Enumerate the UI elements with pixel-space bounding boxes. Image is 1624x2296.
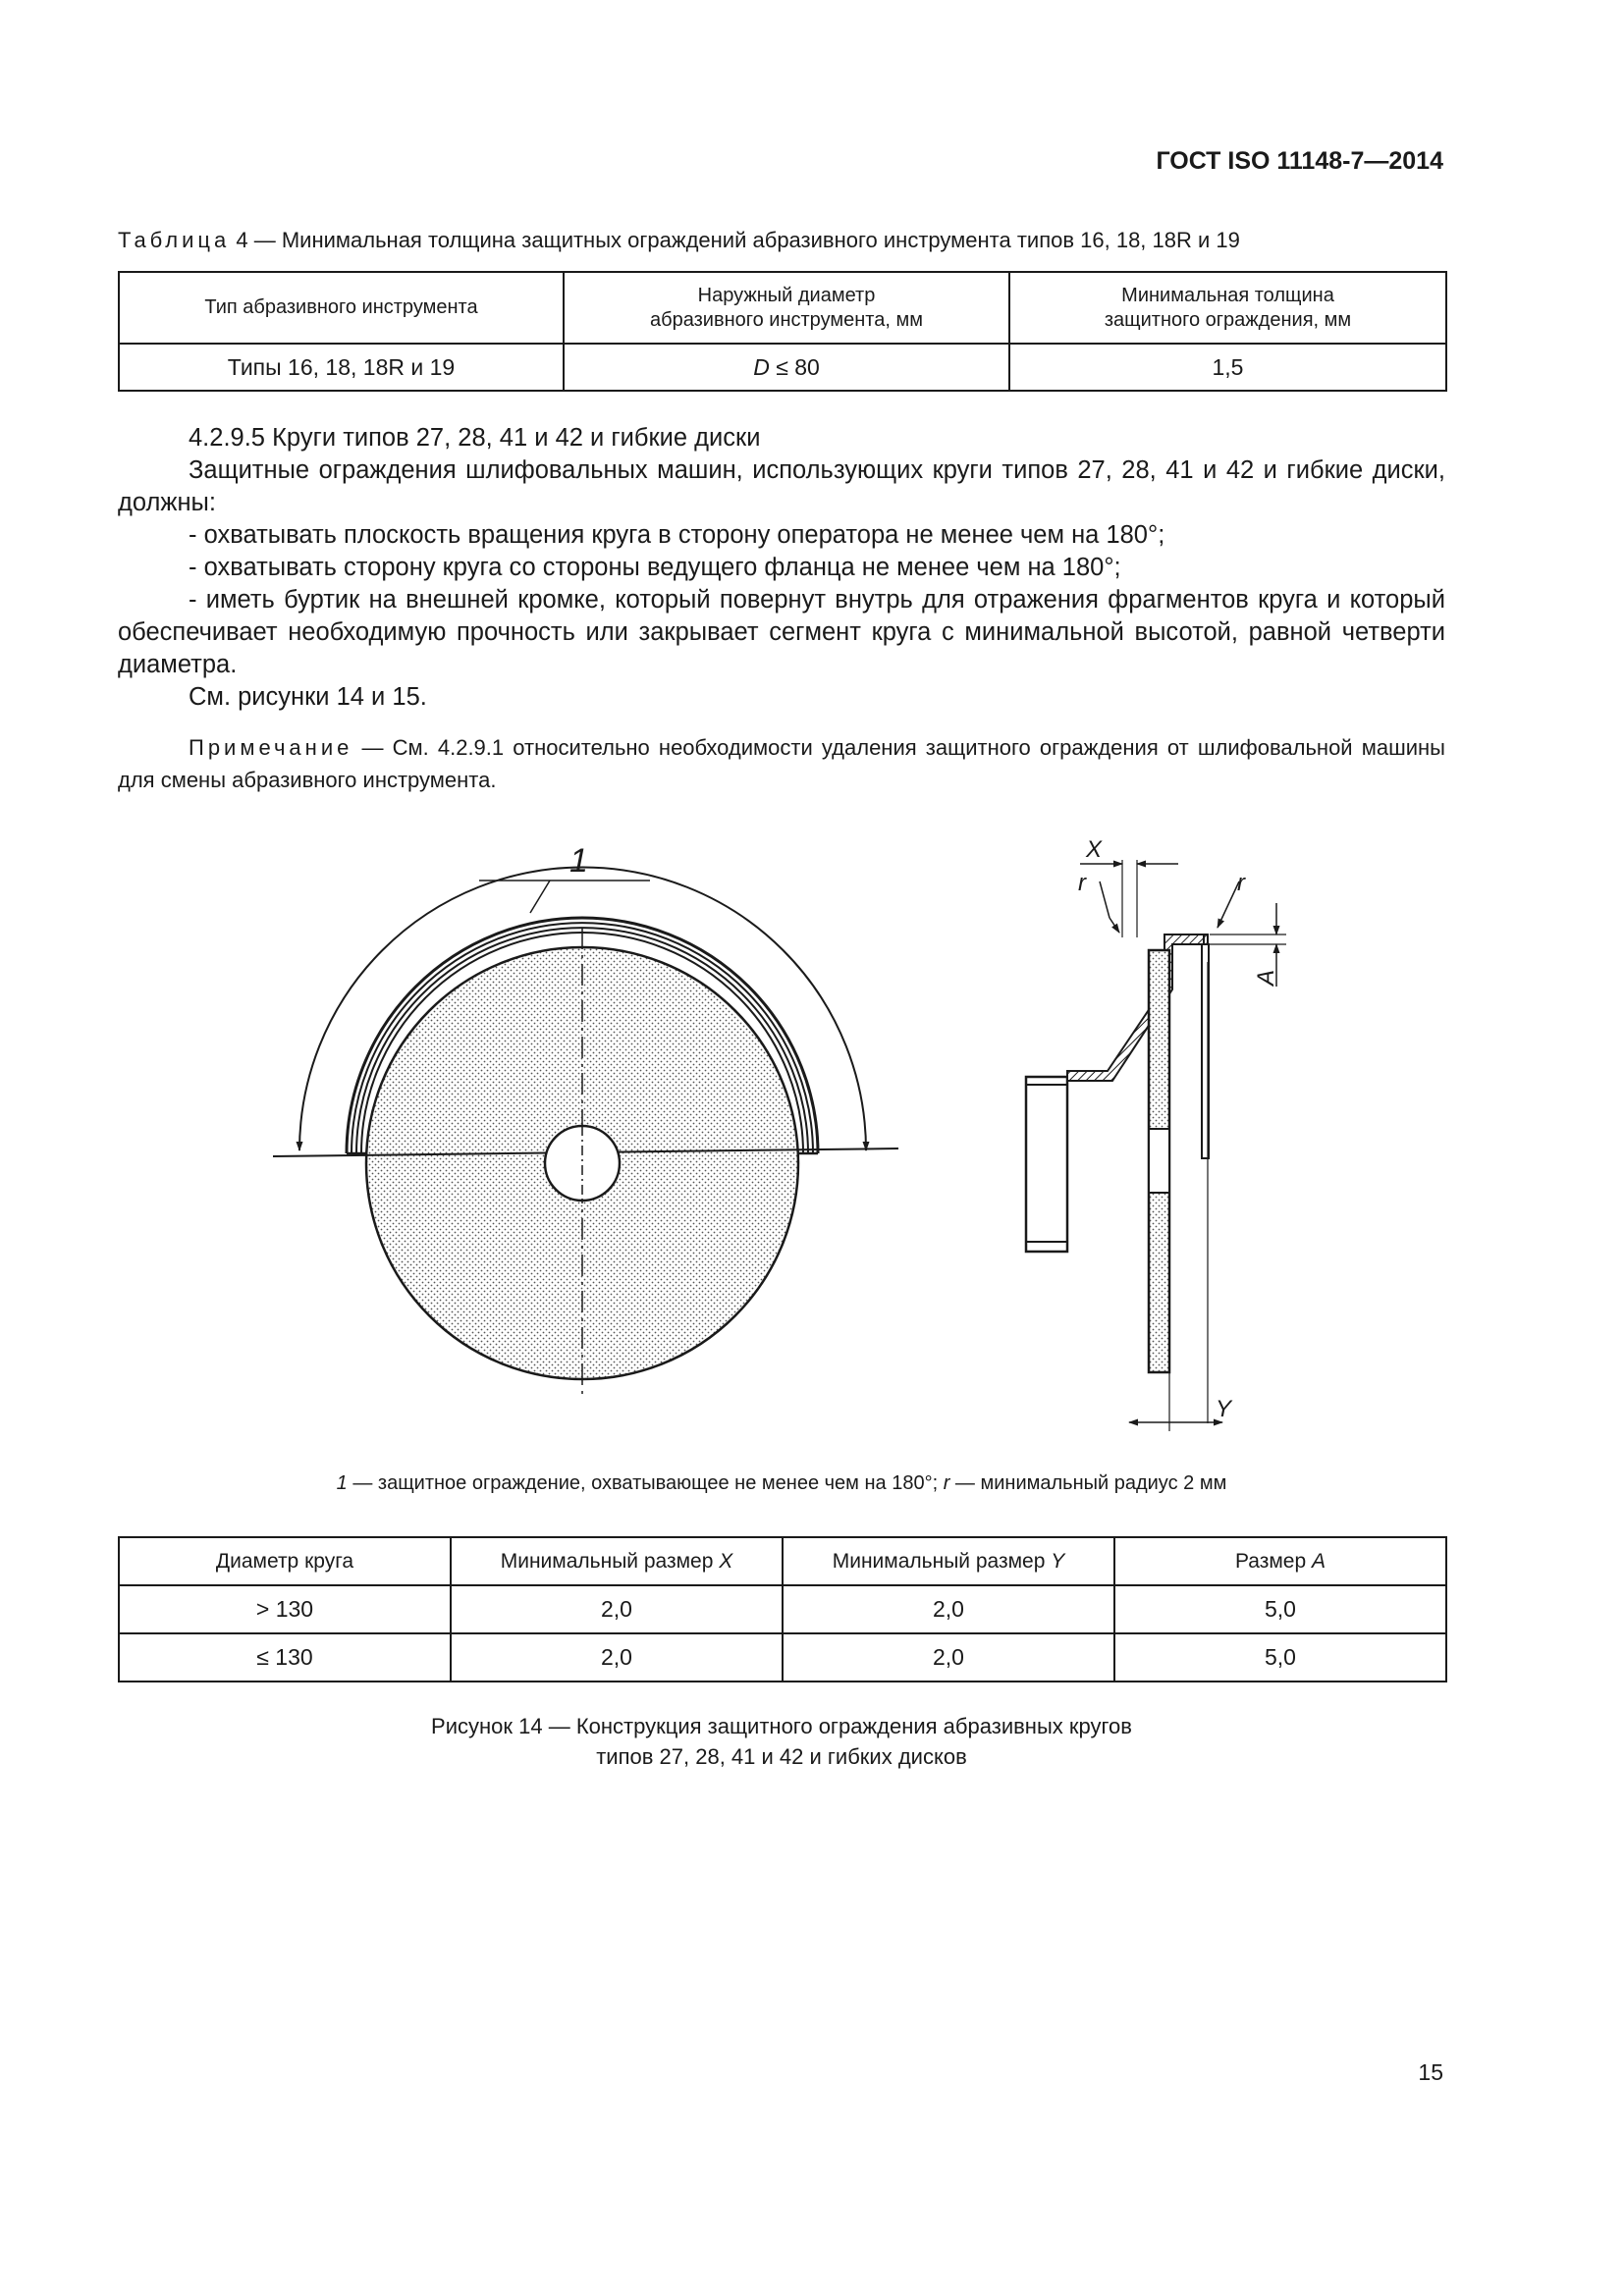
wheel-front-view	[273, 842, 898, 1399]
section-intro: Защитные ограждения шлифовальных машин, использующих круги типов 27, 28, 41 и 42 и гибкие диски, должны:	[118, 456, 1445, 516]
table-cell: D ≤ 80	[564, 344, 1009, 391]
label-1: 1	[569, 842, 588, 880]
table-caption-prefix: Таблица	[118, 228, 231, 252]
bullet-item: - иметь буртик на внешней кромке, который повернут внутрь для отражения фрагментов круга и который обеспечивает необходимую прочность или закрывает сегмент круга с минимальной высотой, равной четверти диаметра.	[118, 586, 1445, 678]
label-r-left: r	[1078, 870, 1086, 896]
page-number: 15	[1418, 2059, 1443, 2085]
figure-caption-line-1: Рисунок 14 — Конструкция защитного ограждения абразивных кругов	[431, 1714, 1132, 1738]
figure-dimensions-table	[118, 1536, 1447, 1682]
see-figures: См. рисунки 14 и 15.	[189, 683, 427, 711]
table-header-cell: Тип абразивного инструмента	[119, 272, 564, 344]
note-text: — См. 4.2.9.1 относительно необходимости удаления защитного ограждения от шлифовальной машины для смены абразивного инструмента.	[118, 735, 1445, 792]
note-prefix: Примечание	[189, 735, 353, 760]
bullet-item: - охватывать сторону круга со стороны ведущего фланца не менее чем на 180°;	[189, 554, 1121, 581]
section-heading: 4.2.9.5 Круги типов 27, 28, 41 и 42 и гибкие диски	[189, 424, 761, 452]
table-cell: 2,0	[451, 1585, 783, 1633]
label-r-right: r	[1237, 870, 1245, 896]
table-cell: 1,5	[1009, 344, 1446, 391]
table-header-cell: Диаметр круга	[119, 1537, 451, 1585]
table-cell: 5,0	[1114, 1633, 1446, 1682]
guard-profile	[1067, 934, 1208, 1081]
table-cell: > 130	[119, 1585, 451, 1633]
table-cell: 2,0	[783, 1633, 1114, 1682]
table-cell: 2,0	[451, 1633, 783, 1682]
table-row	[119, 1585, 1446, 1633]
table-cell: 2,0	[783, 1585, 1114, 1633]
label-a: A	[1253, 969, 1279, 986]
document-header: ГОСТ ISO 11148-7—2014	[1156, 147, 1443, 175]
table-row	[119, 1633, 1446, 1682]
table-header-row	[119, 1537, 1446, 1585]
label-x: X	[1086, 836, 1103, 863]
table-header-cell: Минимальная толщина защитного ограждения, мм	[1009, 272, 1446, 344]
label-y: Y	[1216, 1396, 1232, 1422]
table-header-cell: Наружный диаметр абразивного инструмента, мм	[564, 272, 1009, 344]
figure-caption-line-2: типов 27, 28, 41 и 42 и гибких дисков	[596, 1744, 967, 1769]
bullet-item: - охватывать плоскость вращения круга в сторону оператора не менее чем на 180°;	[189, 521, 1165, 549]
figure-caption	[118, 1711, 1445, 1772]
table-cell: ≤ 130	[119, 1633, 451, 1682]
table-header-cell: Минимальный размер Y	[783, 1537, 1114, 1585]
guard-flange-block	[1026, 1077, 1067, 1252]
guard-cross-section	[1026, 836, 1286, 1431]
table-header-cell: Размер A	[1114, 1537, 1446, 1585]
table-cell: Типы 16, 18, 18R и 19	[119, 344, 564, 391]
figure-legend: 1 — защитное ограждение, охватывающее не менее чем на 180°; r — минимальный радиус 2 мм	[336, 1472, 1227, 1494]
table-caption-text: 4 — Минимальная толщина защитных ограждений абразивного инструмента типов 16, 18, 18R и 19	[230, 228, 1240, 252]
table-header-cell: Минимальный размер X	[451, 1537, 783, 1585]
table-cell: 5,0	[1114, 1585, 1446, 1633]
